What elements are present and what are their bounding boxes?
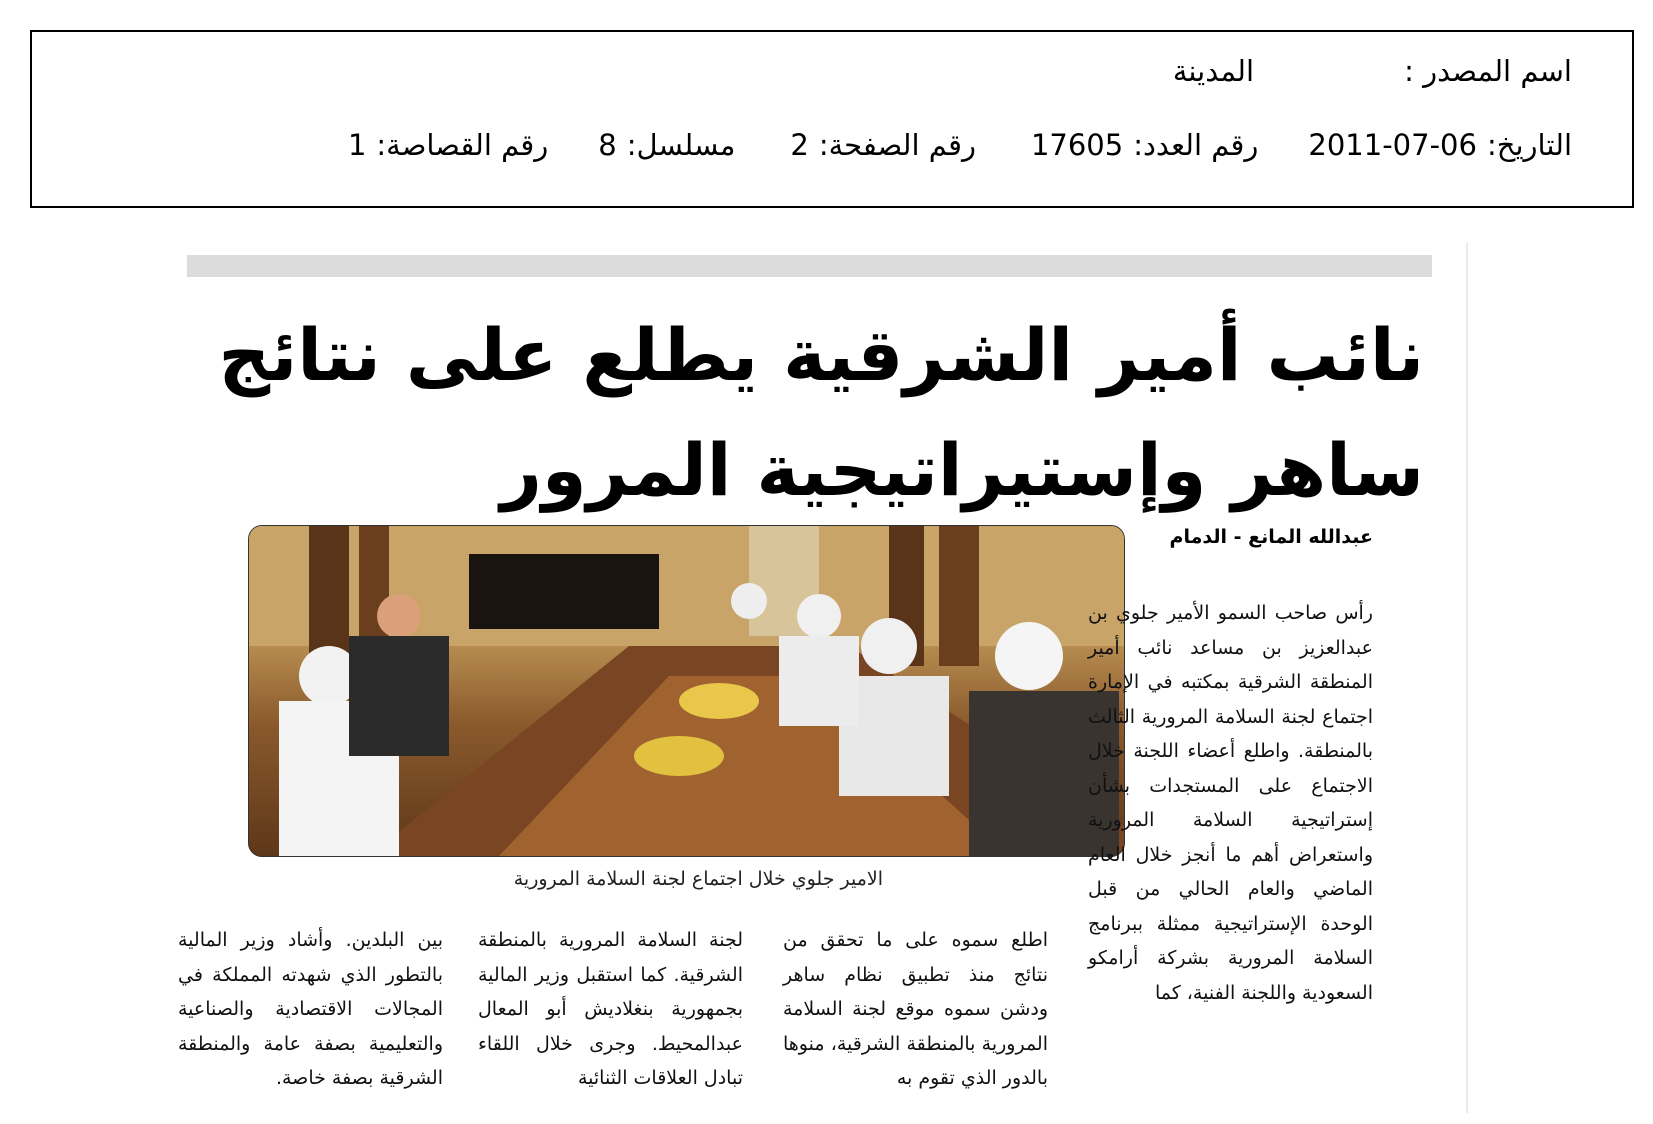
photo-caption: الامير جلوي خلال اجتماع لجنة السلامة المرورية: [513, 868, 883, 890]
source-label: اسم المصدر :: [1404, 54, 1572, 88]
article-headline: [194, 298, 1424, 528]
source-field: [1173, 54, 1572, 88]
page-field: [790, 128, 976, 162]
section-bar: [187, 255, 1432, 277]
article-column-2: [783, 923, 1048, 1096]
date-field: [1308, 128, 1572, 162]
meeting-photo: [248, 525, 1125, 857]
column-4-text: بين البلدين. وأشاد وزير المالية بالتطور الذي شهدته المملكة في المجالات الاقتصادية والصناعية والتعليمية بصفة عامة والمنطقة الشرقية بصفة خاصة.: [178, 929, 443, 1089]
headline-line-2: ساهر وإستيراتيجية المرور: [500, 428, 1424, 512]
clip-field: [348, 128, 548, 162]
issue-label: رقم العدد:: [1133, 128, 1259, 162]
article-column-1: [1088, 596, 1373, 1010]
page-label: رقم الصفحة:: [818, 128, 976, 162]
meeting-photo-illustration: [249, 526, 1124, 856]
header-row-source: [1173, 54, 1572, 88]
serial-value: 8: [598, 128, 617, 162]
clip-value: 1: [347, 128, 367, 162]
serial-label: مسلسل:: [626, 128, 736, 162]
date-label: التاريخ:: [1486, 128, 1572, 162]
column-3-text: لجنة السلامة المرورية بالمنطقة الشرقية. كما استقبل وزير المالية بجمهورية بنغلاديش أبو المعال عبدالمحيط. وجرى خلال اللقاء تبادل العلاقات الثنائية: [478, 929, 743, 1089]
header-row-meta: [348, 128, 1572, 162]
clip-label: رقم القصاصة:: [376, 128, 549, 162]
serial-field: [598, 128, 735, 162]
page-value: 2: [790, 128, 809, 162]
newspaper-article: [178, 243, 1468, 1113]
headline-line-1: نائب أمير الشرقية يطلع على نتائج: [218, 313, 1424, 397]
issue-field: [1031, 128, 1258, 162]
article-byline: عبدالله المانع - الدمام: [1169, 526, 1373, 548]
column-1-text: رأس صاحب السمو الأمير جلوي بن عبدالعزيز بن مساعد نائب أمير المنطقة الشرقية بمكتبه في الإمارة اجتماع لجنة السلامة المرورية الثالث بالمنطقة. واطلع أعضاء اللجنة خلال الاجتماع على المستجدات بشأن إستراتيجية السلامة المرورية واستعراض أهم ما أنجز خلال العام الماضي والعام الحالي من قبل الوحدة الإستراتيجية ممثلة ببرنامج السلامة المرورية بشركة أرامكو السعودية واللجنة الفنية، كما: [1088, 602, 1373, 1004]
date-value: 2011-07-06: [1308, 128, 1477, 162]
column-2-text: اطلع سموه على ما تحقق من نتائج منذ تطبيق نظام ساهر ودشن سموه موقع لجنة السلامة المرورية بالمنطقة الشرقية، منوها بالدور الذي تقوم به: [783, 929, 1048, 1089]
article-column-4: [178, 923, 443, 1096]
page-edge: [1466, 243, 1468, 1113]
source-value: المدينة: [1172, 54, 1255, 88]
article-column-3: [478, 923, 743, 1096]
clipping-header: [30, 30, 1634, 208]
issue-value: 17605: [1030, 128, 1124, 162]
